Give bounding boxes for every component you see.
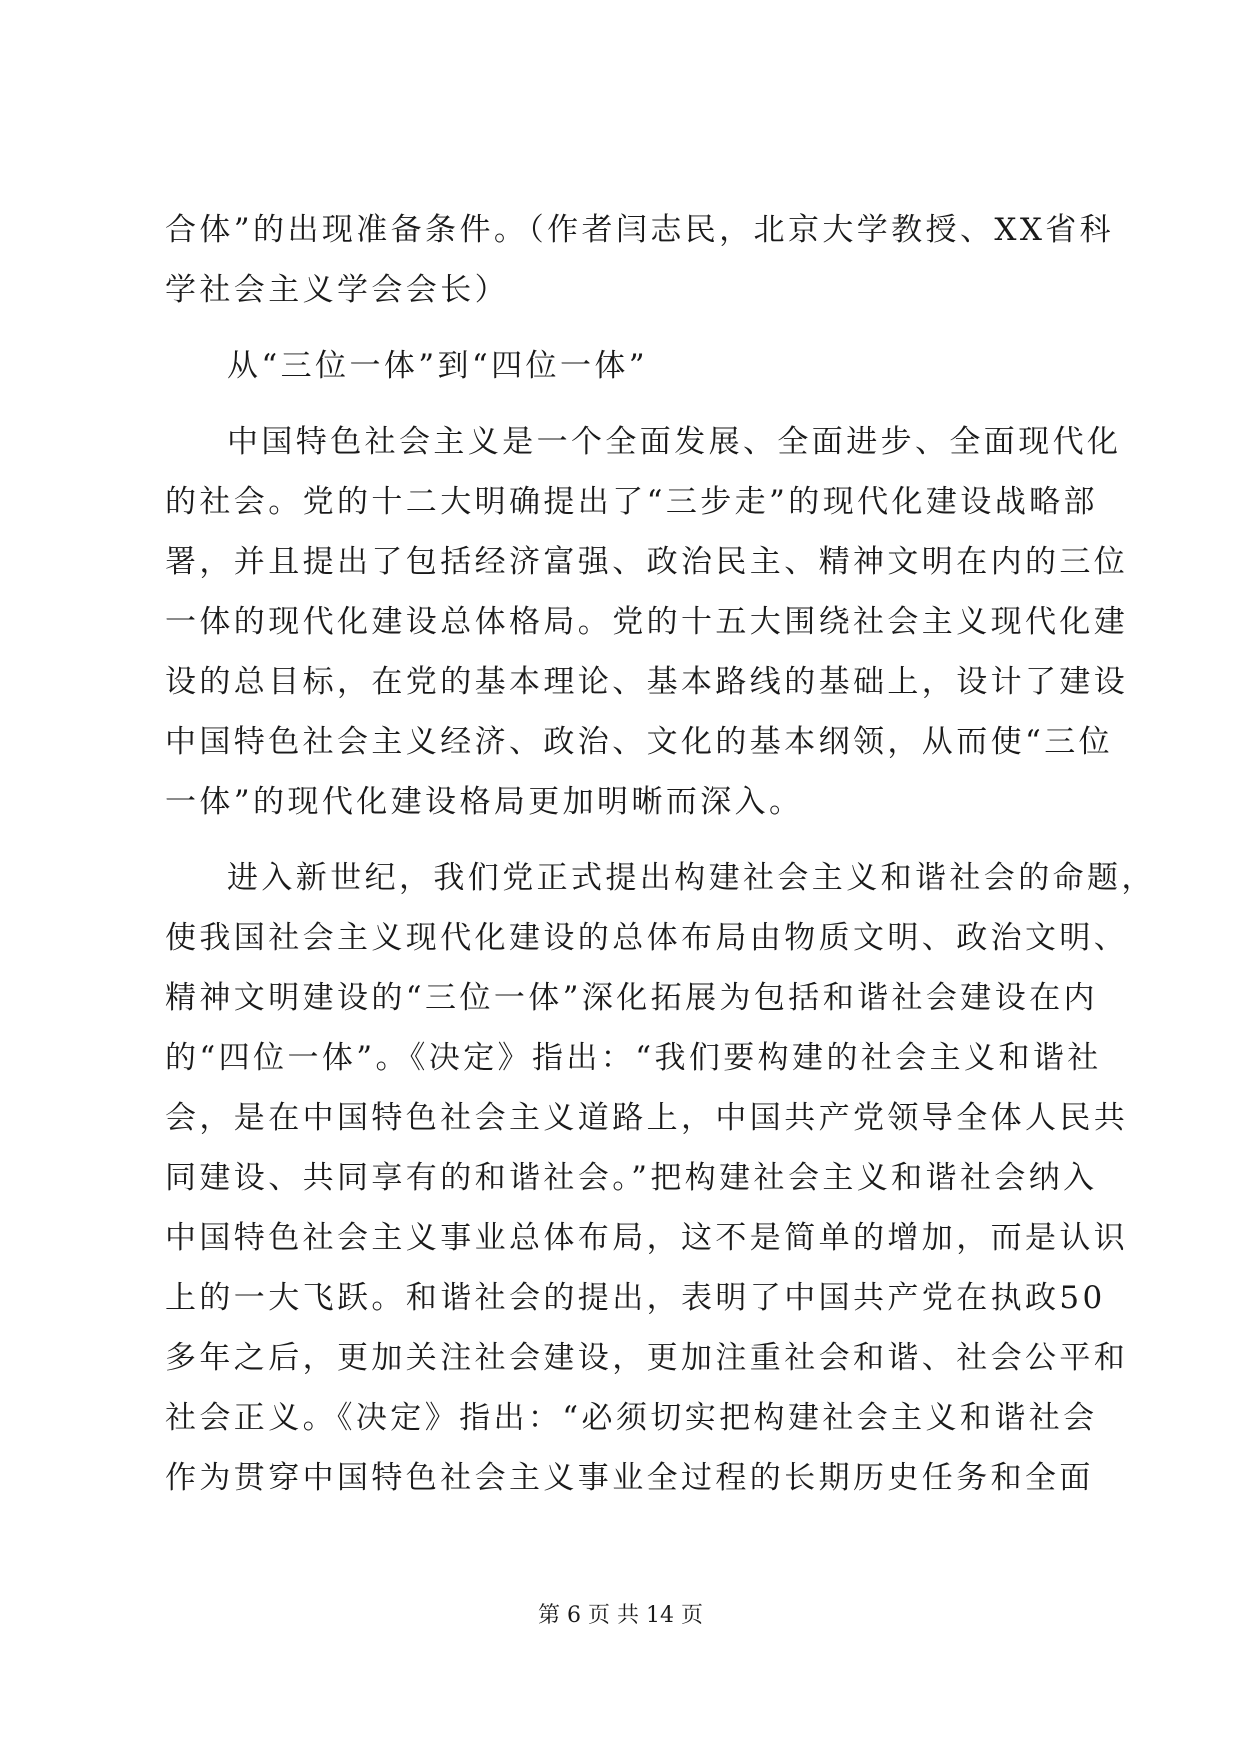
text-line: 上的一大飞跃。和谐社会的提出，表明了中国共产党在执政50: [165, 1280, 1106, 1316]
text-line: 的社会。党的十二大明确提出了“三步走”的现代化建设战略部: [165, 484, 1098, 520]
text-line: 设的总目标，在党的基本理论、基本路线的基础上，设计了建设: [165, 664, 1129, 700]
text-line: 会，是在中国特色社会主义道路上，中国共产党领导全体人民共: [165, 1100, 1129, 1136]
text-line: 署，并且提出了包括经济富强、政治民主、精神文明在内的三位: [165, 544, 1129, 580]
page-footer: [0, 1601, 1241, 1631]
text-line: 的“四位一体”。《决定》指出：“我们要构建的社会主义和谐社: [165, 1040, 1102, 1076]
text-line: 精神文明建设的“三位一体”深化拓展为包括和谐社会建设在内: [165, 980, 1098, 1016]
document-body: [165, 200, 1156, 1508]
text-line: 使我国社会主义现代化建设的总体布局由物质文明、政治文明、: [165, 920, 1129, 956]
text-line: 一体的现代化建设总体格局。党的十五大围绕社会主义现代化建: [165, 604, 1129, 640]
text-line: 一体”的现代化建设格局更加明晰而深入。: [165, 784, 804, 820]
text-line: 同建设、共同享有的和谐社会。”把构建社会主义和谐社会纳入: [165, 1160, 1098, 1196]
text-line: 进入新世纪，我们党正式提出构建社会主义和谐社会的命题，: [227, 860, 1156, 896]
text-line: 社会正义。《决定》指出：“必须切实把构建社会主义和谐社会: [165, 1400, 1098, 1436]
text-line: 学社会主义学会会长）: [165, 272, 509, 308]
text-line: 多年之后，更加关注社会建设，更加注重社会和谐、社会公平和: [165, 1340, 1129, 1376]
text-line: 作为贯穿中国特色社会主义事业全过程的长期历史任务和全面: [165, 1460, 1094, 1496]
text-line: 合体”的出现准备条件。（作者闫志民，北京大学教授、XX省科: [165, 212, 1115, 248]
section-heading: 从“三位一体”到“四位一体”: [227, 348, 648, 384]
text-line: 中国特色社会主义经济、政治、文化的基本纲领，从而使“三位: [165, 724, 1114, 760]
text-line: 中国特色社会主义是一个全面发展、全面进步、全面现代化: [227, 424, 1122, 460]
page-number: 第 6 页 共 14 页: [538, 1603, 703, 1628]
text-line: 中国特色社会主义事业总体布局，这不是简单的增加，而是认识: [165, 1220, 1129, 1256]
